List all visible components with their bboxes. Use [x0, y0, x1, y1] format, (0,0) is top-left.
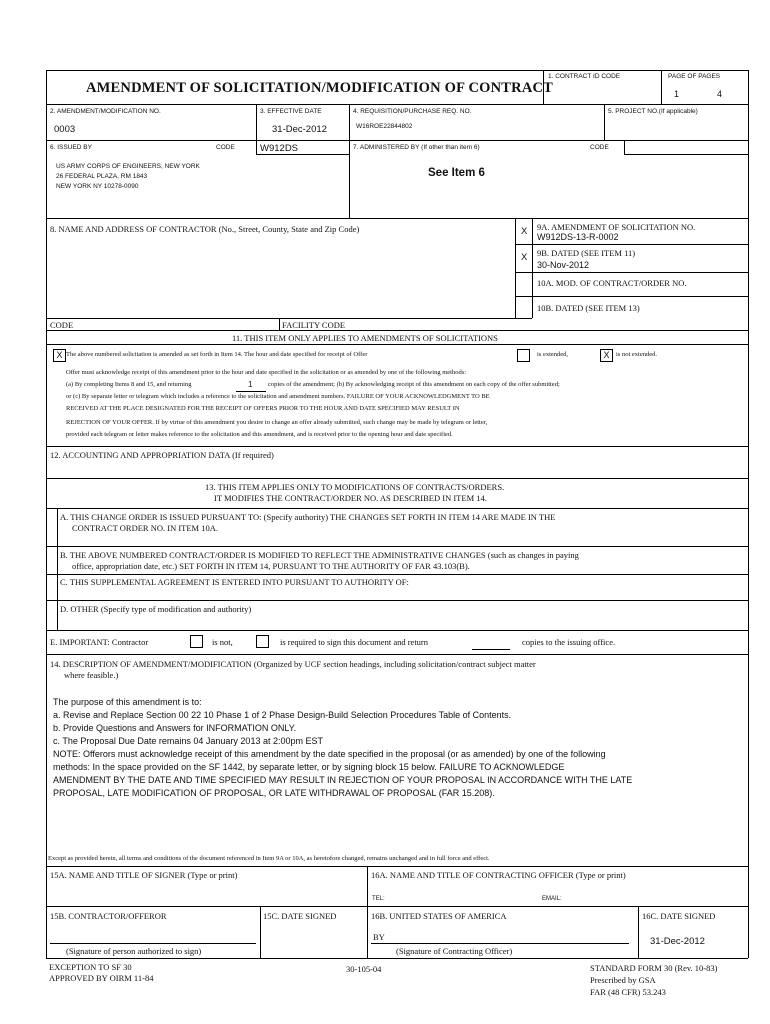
item-e-is-required: is required to sign this document and return	[280, 637, 429, 647]
page-of-pages-label: PAGE OF PAGES	[668, 73, 721, 80]
divider	[236, 391, 266, 392]
item-11-checkbox-extended[interactable]	[517, 349, 530, 362]
divider	[46, 546, 748, 547]
issuer-address-line-3: NEW YORK NY 10278-0090	[56, 183, 139, 190]
item-11-paragraph-3: or (c) By separate letter or telegram which includes a reference to the solicitation and amendment numbers. FAILURE OF YOUR ACKNOWLEDGMENT TO BE	[66, 393, 490, 400]
footer-approved: APPROVED BY OIRM 11-84	[49, 973, 154, 983]
item-11-extended-label: is extended,	[537, 351, 569, 358]
item-11-line-1: The above numbered solicitation is amended as set forth in Item 14. The hour and date specified for receipt of Offer	[66, 351, 368, 358]
administered-by-label: 7. ADMINISTERED BY (If other than item 6)	[353, 144, 480, 151]
divider	[638, 906, 639, 958]
item-11-paragraph-2b: copies of the amendment; (b) By acknowledging receipt of this amendment on each copy of the offer submitted;	[268, 381, 560, 388]
requisition-no: W16ROE22844802	[356, 123, 413, 130]
description-line: NOTE: Offerors must acknowledge receipt of this amendment by the date specified in the proposal (or as amended) by one of the following	[53, 749, 606, 759]
item-10a-label: 10A. MOD. OF CONTRACT/ORDER NO.	[537, 278, 687, 288]
divider	[46, 958, 748, 959]
item-11-paragraph-6: provided each telegram or letter makes reference to the solicitation and this amendment, and is received prior to the opening hour and date specified.	[66, 431, 453, 438]
administered-code-label: CODE	[590, 144, 609, 151]
divider	[515, 244, 748, 245]
divider	[515, 272, 748, 273]
item-13b-line-2: office, appropriation date, etc.) SET FORTH IN ITEM 14, PURSUANT TO THE AUTHORITY OF FAR 43.103(B).	[72, 561, 470, 571]
item-e-label: E. IMPORTANT: Contractor	[50, 637, 149, 647]
divider	[349, 104, 350, 140]
amendment-no: 0003	[54, 124, 76, 135]
issued-code-label: CODE	[216, 144, 235, 151]
divider	[46, 906, 748, 907]
divider	[46, 344, 748, 345]
description-line: AMENDMENT BY THE DATE AND TIME SPECIFIED MAY RESULT IN REJECTION OF YOUR PROPOSAL IN ACCORDANCE WITH THE LATE	[53, 775, 633, 785]
description-line: PROPOSAL, LATE MODIFICATION OF PROPOSAL, OR LATE WITHDRAWAL OF PROPOSAL (FAR 15.208).	[53, 788, 495, 798]
divider	[46, 866, 748, 867]
issuer-address-line-1: US ARMY CORPS OF ENGINEERS, NEW YORK	[56, 163, 200, 170]
item-11-paragraph-1: Offer must acknowledge receipt of this amendment prior to the hour and date specified in the solicitation or as amended by one of the following methods:	[66, 369, 467, 376]
item-13d: D. OTHER (Specify type of modification and authority)	[60, 604, 252, 614]
copies-count[interactable]: 1	[248, 380, 253, 389]
divider	[46, 446, 748, 447]
divider	[604, 104, 605, 140]
issued-code: W912DS	[260, 143, 299, 154]
item-14-label-1: 14. DESCRIPTION OF AMENDMENT/MODIFICATION (Organized by UCF section headings, including solicitation/contract subject matter	[50, 659, 536, 669]
contractor-is-not-checkbox[interactable]	[190, 635, 203, 648]
form-right-border	[748, 70, 749, 958]
item-11-checkbox-not-extended[interactable]: X	[600, 349, 613, 362]
facility-code-label: FACILITY CODE	[282, 320, 346, 330]
contractor-signature-line[interactable]	[50, 943, 256, 944]
terms-unchanged-notice: Except as provided herein, all terms and conditions of the document referenced in Item 9A or 10A, as heretofore changed, remains unchanged and in full force and effect.	[48, 855, 490, 862]
contractor-label: 8. NAME AND ADDRESS OF CONTRACTOR (No., Street, County, State and Zip Code)	[50, 224, 360, 234]
form-title: AMENDMENT OF SOLICITATION/MODIFICATION OF CONTRACT	[86, 80, 554, 96]
item-9a-label: 9A. AMENDMENT OF SOLICITATION NO.	[537, 222, 696, 232]
divider	[349, 140, 350, 218]
project-no-label: 5. PROJECT NO.(If applicable)	[608, 108, 698, 115]
divider	[46, 508, 748, 509]
divider	[515, 218, 516, 318]
issued-by-label: 6. ISSUED BY	[50, 144, 92, 151]
page-count: 4	[717, 89, 723, 99]
divider	[624, 140, 625, 154]
form-left-border	[46, 70, 47, 958]
footer-prescribed: Prescribed by GSA	[590, 975, 656, 985]
tel-label: TEL:	[372, 896, 385, 902]
requisition-label: 4. REQUISITION/PURCHASE REQ. NO.	[353, 108, 472, 115]
divider	[367, 866, 368, 958]
item-16a-label: 16A. NAME AND TITLE OF CONTRACTING OFFICER (Type or print)	[371, 870, 626, 880]
divider	[46, 574, 748, 575]
item-13-heading-2: IT MODIFIES THE CONTRACT/ORDER NO. AS DESCRIBED IN ITEM 14.	[214, 493, 487, 503]
divider	[46, 330, 748, 331]
contract-id-label: 1. CONTRACT ID CODE	[548, 73, 621, 80]
dated-9b: 30-Nov-2012	[537, 260, 590, 270]
contractor-code-label: CODE	[50, 320, 74, 330]
divider	[256, 104, 257, 140]
signature-person-caption: (Signature of person authorized to sign)	[66, 946, 202, 956]
item-11-paragraph-2a: (a) By completing Items 8 and 15, and returning	[66, 381, 192, 388]
divider	[256, 140, 257, 154]
see-item-6: See Item 6	[428, 167, 485, 179]
divider	[543, 70, 544, 104]
item-11-not-extended-label: is not extended.	[616, 351, 657, 358]
form-top-border	[46, 70, 748, 71]
page-number: 1	[674, 89, 680, 99]
divider	[624, 154, 748, 155]
item-13c: C. THIS SUPPLEMENTAL AGREEMENT IS ENTERED INTO PURSUANT TO AUTHORITY OF:	[60, 577, 409, 587]
item-16c-label: 16C. DATE SIGNED	[642, 911, 716, 921]
amendment-no-label: 2. AMENDMENT/MODIFICATION NO.	[50, 108, 161, 115]
item-15c-label: 15C. DATE SIGNED	[263, 911, 337, 921]
footer-form-code: 30-105-04	[346, 964, 382, 974]
item-11-paragraph-4: RECEIVED AT THE PLACE DESIGNATED FOR THE RECEIPT OF OFFERS PRIOR TO THE HOUR AND DATE SPECIFIED MAY RESULT IN	[66, 405, 460, 412]
divider	[46, 478, 748, 479]
divider	[46, 630, 748, 631]
effective-date-label: 3. EFFECTIVE DATE	[260, 108, 322, 115]
email-label: EMAIL:	[542, 896, 562, 902]
item-16b-label: 16B. UNITED STATES OF AMERICA	[371, 911, 507, 921]
divider	[46, 654, 748, 655]
item-9a-check: X	[521, 226, 528, 237]
description-line: a. Revise and Replace Section 00 22 10 Phase 1 of 2 Phase Design-Build Selection Procedures Table of Contents.	[53, 710, 512, 720]
divider	[46, 104, 748, 105]
item-12-label: 12. ACCOUNTING AND APPROPRIATION DATA (If required)	[50, 450, 274, 460]
item-e-copies-to: copies to the issuing office.	[522, 637, 616, 647]
divider	[46, 140, 748, 141]
item-13b-line-1: B. THE ABOVE NUMBERED CONTRACT/ORDER IS MODIFIED TO REFLECT THE ADMINISTRATIVE CHANGES (such as changes in paying	[60, 550, 579, 560]
item-9b-label: 9B. DATED (SEE ITEM 11)	[537, 248, 636, 258]
description-line: The purpose of this amendment is to:	[53, 697, 202, 707]
item-11-checkbox-amended[interactable]: X	[53, 349, 66, 362]
effective-date: 31-Dec-2012	[272, 124, 327, 135]
item-10b-label: 10B. DATED (SEE ITEM 13)	[537, 303, 640, 313]
item-14-label-2: where feasible.)	[64, 670, 119, 680]
footer-far: FAR (48 CFR) 53.243	[590, 987, 666, 997]
item-13a-line-1: A. THIS CHANGE ORDER IS ISSUED PURSUANT TO: (Specify authority) THE CHANGES SET FORTH IN ITEM 14 ARE MADE IN THE	[60, 512, 556, 522]
divider	[260, 906, 261, 958]
description-line: c. The Proposal Due Date remains 04 January 2013 at 2:00pm EST	[53, 736, 323, 746]
contracting-officer-signature-line[interactable]	[371, 943, 629, 944]
date-signed-16c: 31-Dec-2012	[650, 936, 705, 947]
divider	[256, 154, 349, 155]
divider	[532, 218, 533, 318]
item-13a-line-2: CONTRACT ORDER NO. IN ITEM 10A.	[72, 523, 218, 533]
item-9b-check: X	[521, 252, 528, 263]
item-13-heading-1: 13. THIS ITEM APPLIES ONLY TO MODIFICATIONS OF CONTRACTS/ORDERS.	[205, 482, 505, 492]
footer-standard-form: STANDARD FORM 30 (Rev. 10-83)	[590, 963, 718, 973]
divider	[46, 600, 748, 601]
item-11-paragraph-5: REJECTION OF YOUR OFFER. If by virtue of this amendment you desire to change an offer already submitted, such change may be made by telegram or letter,	[66, 419, 488, 426]
item-11-heading: 11. THIS ITEM ONLY APPLIES TO AMENDMENTS OF SOLICITATIONS	[232, 333, 498, 343]
item-15a-label: 15A. NAME AND TITLE OF SIGNER (Type or print)	[50, 870, 238, 880]
issuer-address-line-2: 26 FEDERAL PLAZA, RM 1843	[56, 173, 148, 180]
signature-officer-caption: (Signature of Contracting Officer)	[396, 946, 513, 956]
footer-exception: EXCEPTION TO SF 30	[49, 962, 132, 972]
solicitation-no: W912DS-13-R-0002	[537, 232, 619, 242]
copies-field[interactable]	[472, 649, 510, 650]
divider	[279, 318, 280, 330]
item-15b-label: 15B. CONTRACTOR/OFFEROR	[50, 911, 167, 921]
description-line: b. Provide Questions and Answers for INFORMATION ONLY.	[53, 723, 297, 733]
item-e-is-not: is not,	[212, 637, 233, 647]
divider	[46, 318, 532, 319]
divider	[515, 296, 748, 297]
divider	[57, 508, 58, 630]
contractor-is-required-checkbox[interactable]	[256, 635, 269, 648]
divider	[661, 70, 662, 104]
divider	[46, 218, 748, 219]
by-label: BY	[373, 932, 385, 942]
description-line: methods: In the space provided on the SF 1442, by separate letter, or by signing block 15 below. FAILURE TO ACKNOWLEDGE	[53, 762, 565, 772]
